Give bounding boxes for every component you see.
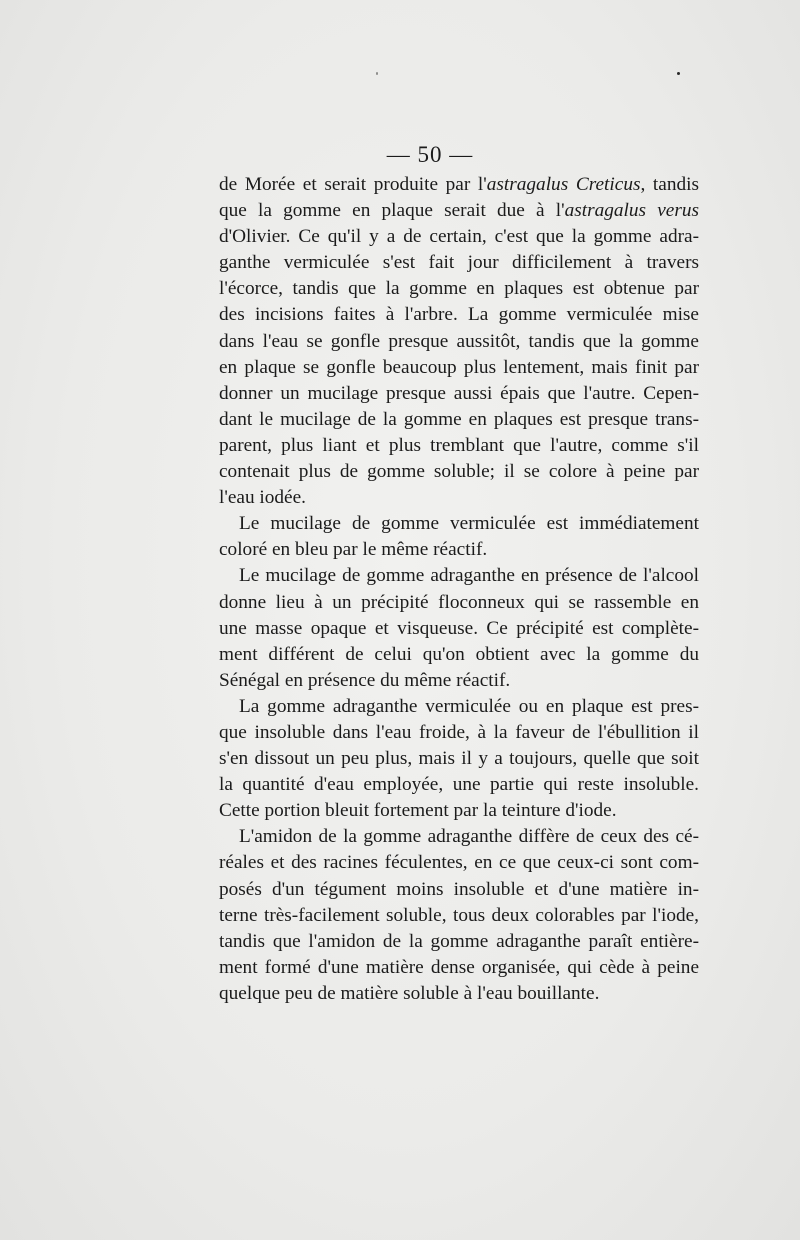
text-line bbox=[219, 198, 699, 224]
paragraph-text bbox=[219, 172, 699, 1007]
text-run: la quantité d'eau employée, une partie qui reste insoluble. bbox=[219, 774, 699, 796]
text-run: ganthe vermiculée s'est fait jour difficilement à travers bbox=[219, 252, 699, 274]
text-run: que insoluble dans l'eau froide, à la faveur de l'ébullition il bbox=[219, 721, 699, 743]
text-run: dans l'eau se gonfle presque aussitôt, tandis que la gomme bbox=[219, 330, 699, 352]
text-line bbox=[219, 746, 699, 772]
text-line bbox=[219, 590, 699, 616]
paper-speck bbox=[677, 72, 680, 75]
text-run: Cette portion bleuit fortement par la teinture d'iode. bbox=[219, 800, 617, 822]
text-run: L'amidon de la gomme adraganthe diffère de ceux des cé- bbox=[239, 826, 699, 848]
text-line bbox=[219, 329, 699, 355]
text-line bbox=[219, 459, 699, 485]
text-line bbox=[219, 694, 699, 720]
text-line bbox=[219, 172, 699, 198]
page-number bbox=[60, 142, 800, 168]
text-line bbox=[219, 903, 699, 929]
text-run: Sénégal en présence du même réactif. bbox=[219, 669, 511, 691]
text-run: une masse opaque et visqueuse. Ce précipité est complète- bbox=[219, 617, 699, 639]
text-run: l'écorce, tandis que la gomme en plaques est obtenue par bbox=[219, 278, 699, 300]
text-run: en plaque se gonfle beaucoup plus lentement, mais finit par bbox=[219, 356, 699, 378]
text-line bbox=[219, 250, 699, 276]
italic-species-name: astragalus verus bbox=[564, 200, 699, 222]
text-line bbox=[219, 616, 699, 642]
text-run: parent, plus liant et plus tremblant que l'autre, comme s'il bbox=[219, 434, 699, 456]
body-text bbox=[219, 172, 699, 1007]
text-line bbox=[219, 772, 699, 798]
text-line bbox=[219, 563, 699, 589]
text-line bbox=[219, 850, 699, 876]
text-run: quelque peu de matière soluble à l'eau bouillante. bbox=[219, 982, 600, 1004]
text-run: réales et des racines féculentes, en ce que ceux-ci sont com- bbox=[219, 852, 699, 874]
text-line bbox=[219, 824, 699, 850]
text-run: donner un mucilage presque aussi épais que l'autre. Cepen- bbox=[219, 382, 699, 404]
text-line bbox=[219, 981, 699, 1007]
text-line bbox=[219, 955, 699, 981]
text-line bbox=[219, 433, 699, 459]
text-line bbox=[219, 877, 699, 903]
text-run: l'eau iodée. bbox=[219, 487, 306, 509]
text-run: Le mucilage de gomme adraganthe en présence de l'alcool bbox=[239, 565, 699, 587]
text-run: posés d'un tégument moins insoluble et d'une matière in- bbox=[219, 878, 699, 900]
text-run: dant le mucilage de la gomme en plaques est presque trans- bbox=[219, 408, 699, 430]
paper-speck bbox=[376, 72, 378, 75]
page-number-text: — 50 — bbox=[386, 142, 474, 167]
text-line bbox=[219, 276, 699, 302]
text-line bbox=[219, 537, 699, 563]
text-run: coloré en bleu par le même réactif. bbox=[219, 539, 488, 561]
text-line bbox=[219, 511, 699, 537]
text-run: Le mucilage de gomme vermiculée est immédiatement bbox=[239, 513, 699, 535]
text-line bbox=[219, 381, 699, 407]
text-line bbox=[219, 302, 699, 328]
text-run: La gomme adraganthe vermiculée ou en plaque est pres- bbox=[239, 695, 699, 717]
text-line bbox=[219, 798, 699, 824]
text-line bbox=[219, 355, 699, 381]
text-run: que la gomme en plaque serait due à l' bbox=[219, 200, 565, 222]
text-run: terne très-facilement soluble, tous deux colorables par l'iode, bbox=[219, 904, 699, 926]
text-line bbox=[219, 407, 699, 433]
text-run: donne lieu à un précipité floconneux qui se rassemble en bbox=[219, 591, 699, 613]
text-line bbox=[219, 224, 699, 250]
text-line bbox=[219, 485, 699, 511]
text-run: ment différent de celui qu'on obtient avec la gomme du bbox=[219, 643, 699, 665]
text-run: ment formé d'une matière dense organisée, qui cède à peine bbox=[219, 956, 699, 978]
text-line bbox=[219, 642, 699, 668]
text-run: d'Olivier. Ce qu'il y a de certain, c'est que la gomme adra- bbox=[219, 226, 699, 248]
text-run: des incisions faites à l'arbre. La gomme vermiculée mise bbox=[219, 304, 699, 326]
text-run: , tandis bbox=[640, 174, 699, 195]
text-line bbox=[219, 929, 699, 955]
text-run: tandis que l'amidon de la gomme adraganthe paraît entière- bbox=[219, 930, 699, 952]
italic-species-name: astragalus Creticus bbox=[486, 174, 641, 195]
text-run: de Morée et serait produite par l' bbox=[219, 174, 487, 195]
text-line bbox=[219, 668, 699, 694]
text-run: s'en dissout un peu plus, mais il y a toujours, quelle que soit bbox=[219, 748, 699, 770]
text-run: contenait plus de gomme soluble; il se colore à peine par bbox=[219, 461, 699, 483]
text-line bbox=[219, 720, 699, 746]
